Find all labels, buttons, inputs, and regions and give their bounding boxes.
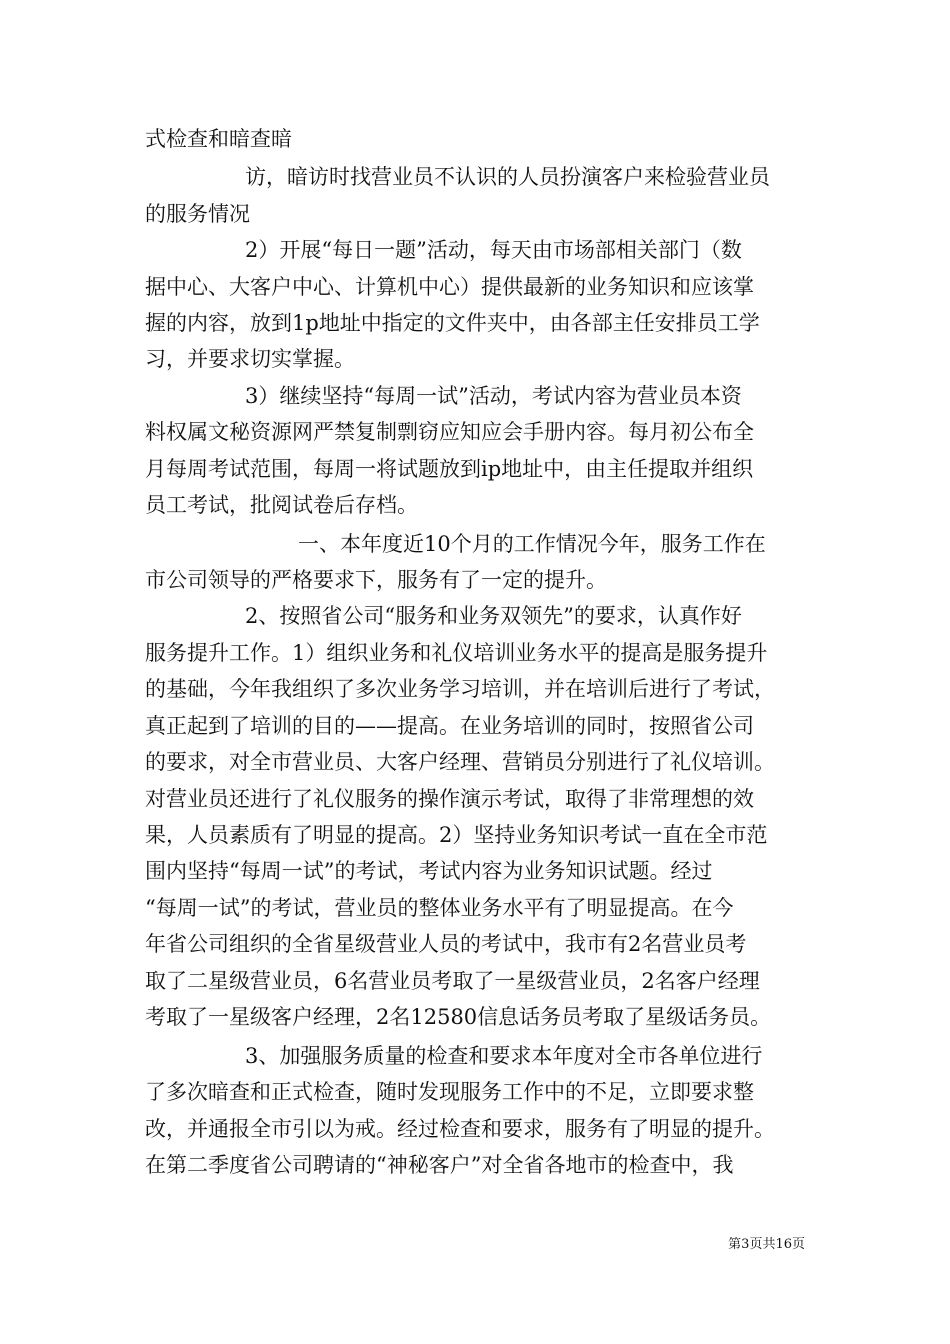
text-line: 围内坚持“每周一试”的考试，考试内容为业务知识试题。经过 bbox=[145, 859, 713, 883]
page-number: 第3页共16页 bbox=[728, 1237, 805, 1252]
text-line: 握的内容，放到1p地址中指定的文件夹中，由各部主任安排员工学 bbox=[145, 311, 760, 335]
text-line: 据中心、大客户中心、计算机中心）提供最新的业务知识和应该掌 bbox=[145, 275, 754, 299]
text-line: 的基础，今年我组织了多次业务学习培训，并在培训后进行了考试， bbox=[145, 677, 775, 701]
text-line: 市公司领导的严格要求下，服务有了一定的提升。 bbox=[145, 568, 607, 592]
text-line: 真正起到了培训的目的——提高。在业务培训的同时，按照省公司 bbox=[145, 714, 754, 738]
text-line: 改，并通报全市引以为戒。经过检查和要求，服务有了明显的提升。 bbox=[145, 1117, 775, 1141]
text-line: 3、加强服务质量的检查和要求本年度对全市各单位进行 bbox=[245, 1044, 763, 1068]
text-line: 员工考试，批阅试卷后存档。 bbox=[145, 493, 418, 517]
text-line: 习，并要求切实掌握。 bbox=[145, 347, 355, 371]
text-line: 式检查和暗查暗 bbox=[145, 127, 292, 151]
text-line: 料权属文秘资源网严禁复制剽窃应知应会手册内容。每月初公布全 bbox=[145, 420, 754, 444]
text-line: 果，人员素质有了明显的提高。2）坚持业务知识考试一直在全市范 bbox=[145, 823, 768, 847]
text-line: 服务提升工作。1）组织业务和礼仪培训业务水平的提高是服务提升 bbox=[145, 641, 768, 665]
text-line: 访，暗访时找营业员不认识的人员扮演客户来检验营业员 bbox=[245, 165, 770, 189]
text-line: 2、按照省公司“服务和业务双领先”的要求，认真作好 bbox=[245, 604, 742, 628]
text-line: 在第二季度省公司聘请的“神秘客户”对全省各地市的检查中，我 bbox=[145, 1153, 734, 1177]
text-line: 取了二星级营业员，6名营业员考取了一星级营业员，2名客户经理 bbox=[145, 969, 760, 993]
text-line: 月每周考试范围，每周一将试题放到ip地址中，由主任提取并组织 bbox=[145, 457, 754, 481]
text-line: 的服务情况 bbox=[145, 202, 250, 226]
text-line: 2）开展“每日一题”活动，每天由市场部相关部门（数 bbox=[245, 238, 742, 262]
text-line: 考取了一星级客户经理，2名12580信息话务员考取了星级话务员。 bbox=[145, 1005, 772, 1029]
text-line: 了多次暗查和正式检查，随时发现服务工作中的不足，立即要求整 bbox=[145, 1080, 754, 1104]
text-line: 3）继续坚持“每周一试”活动，考试内容为营业员本资 bbox=[245, 384, 742, 408]
text-line: “每周一试”的考试，营业员的整体业务水平有了明显提高。在今 bbox=[145, 896, 734, 920]
text-line: 一、本年度近10个月的工作情况今年，服务工作在 bbox=[298, 532, 766, 556]
text-line: 的要求，对全市营业员、大客户经理、营销员分别进行了礼仪培训。 bbox=[145, 750, 775, 774]
text-line: 对营业员还进行了礼仪服务的操作演示考试，取得了非常理想的效 bbox=[145, 787, 754, 811]
text-line: 年省公司组织的全省星级营业人员的考试中，我市有2名营业员考 bbox=[145, 932, 747, 956]
